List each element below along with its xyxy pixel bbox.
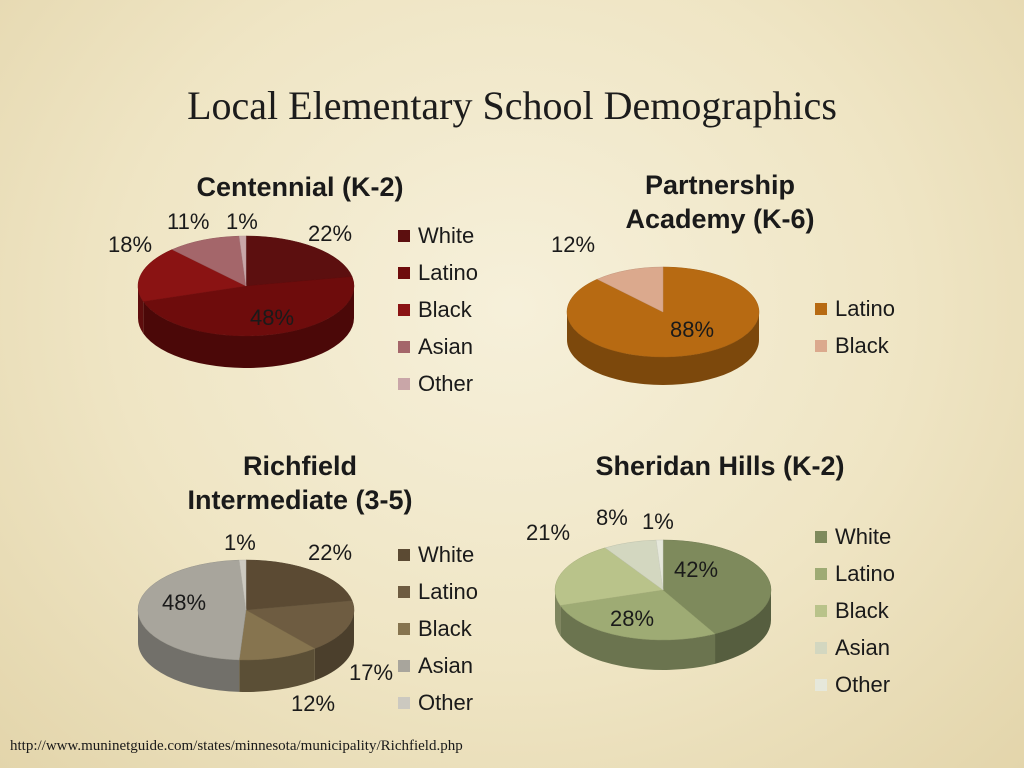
legend-label: Black [418, 615, 472, 641]
value-label-black: 12% [551, 232, 596, 257]
value-label-asian: 8% [596, 505, 628, 530]
value-label-asian: 48% [162, 590, 207, 615]
legend-label: Latino [835, 295, 895, 321]
value-label-black: 18% [108, 232, 153, 257]
chart-title-richfield: Richfield Intermediate (3-5) [187, 451, 413, 515]
legend-label: Other [835, 671, 891, 697]
value-label-latino: 48% [250, 305, 295, 330]
legend-label: White [835, 523, 892, 549]
source-url: http://www.muninetguide.com/states/minnesota/municipality/Richfield.php [10, 738, 463, 754]
value-label-white: 22% [308, 221, 353, 246]
legend-label: Other [418, 370, 474, 396]
value-label-other: 1% [224, 530, 256, 555]
value-label-black: 21% [526, 520, 571, 545]
legend-label: Black [835, 597, 889, 623]
value-label-latino: 17% [349, 660, 394, 685]
legend-swatch [815, 605, 827, 617]
value-label-other: 1% [642, 509, 674, 534]
legend-label: Latino [418, 578, 478, 604]
value-label-latino: 28% [610, 606, 655, 631]
legend-item [815, 629, 895, 666]
legend-swatch [815, 679, 827, 691]
chart-title-partnership: Partnership Academy (K-6) [625, 170, 815, 234]
legend-swatch [815, 531, 827, 543]
slide-title: Local Elementary School Demographics [187, 83, 837, 128]
legend-label: Other [418, 689, 474, 715]
legend-swatch [815, 642, 827, 654]
legend-label: Asian [418, 652, 474, 678]
legend-swatch [815, 568, 827, 580]
legend-label: Black [418, 296, 472, 322]
legend-sheridan [815, 518, 895, 703]
legend-label: Latino [418, 259, 478, 285]
legend-label: Asian [835, 634, 891, 660]
legend-label: White [418, 541, 475, 567]
legend-label: Black [835, 332, 889, 358]
legend-item [815, 666, 895, 703]
legend-label: White [418, 222, 475, 248]
chart-title-centennial: Centennial (K-2) [196, 172, 404, 202]
value-label-latino: 88% [670, 317, 715, 342]
legend-item [815, 518, 895, 555]
legend-label: Asian [418, 333, 474, 359]
legend-label: Latino [835, 560, 895, 586]
value-label-other: 1% [226, 209, 258, 234]
value-label-asian: 11% [167, 209, 210, 234]
value-label-black: 12% [291, 691, 336, 716]
value-label-white: 22% [308, 540, 353, 565]
legend-item [815, 555, 895, 592]
legend-item [815, 592, 895, 629]
chart-title-sheridan: Sheridan Hills (K-2) [595, 451, 845, 481]
value-label-white: 42% [674, 557, 719, 582]
